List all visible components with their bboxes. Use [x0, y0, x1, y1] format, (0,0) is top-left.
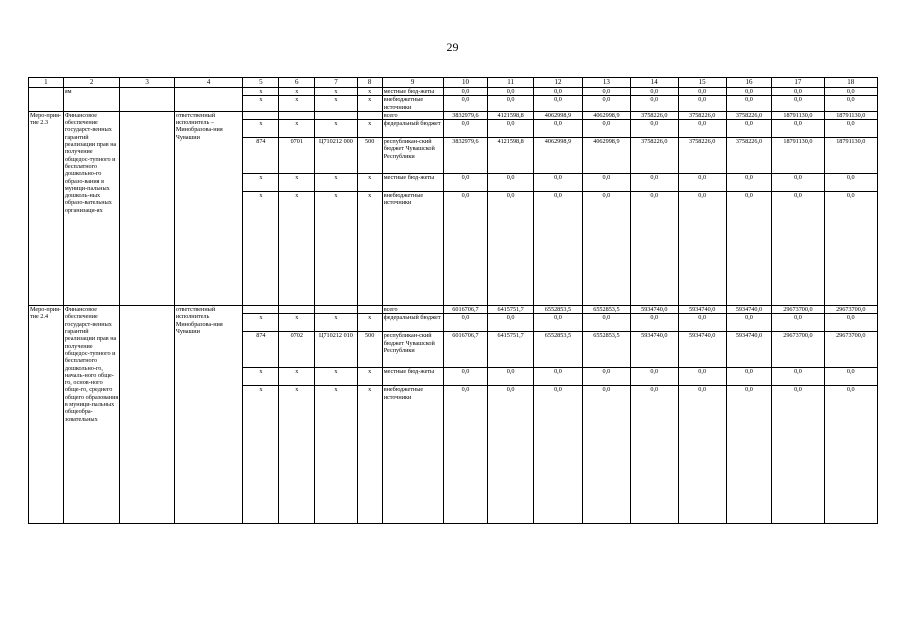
code-cell: 0701 — [279, 138, 315, 174]
responsible-cell — [174, 88, 243, 112]
budget-table — [28, 77, 878, 524]
funding-source: внебюджетные источники — [382, 96, 443, 112]
header-cell: 4 — [174, 78, 243, 88]
value-cell: 0,0 — [488, 386, 534, 524]
header-cell: 15 — [678, 78, 726, 88]
code-cell: х — [357, 368, 382, 386]
responsible-cell: ответственный исполнитель Минобразова-ния Чувашии — [174, 306, 243, 524]
value-cell: 5934740,0 — [678, 332, 726, 368]
value-cell: 5934740,0 — [630, 332, 678, 368]
value-cell: 4121598,8 — [488, 138, 534, 174]
value-cell: 0,0 — [533, 192, 582, 306]
page-number: 29 — [446, 40, 459, 54]
value-cell: 5934740,0 — [678, 306, 726, 314]
header-cell: 8 — [357, 78, 382, 88]
value-cell: 0,0 — [488, 96, 534, 112]
value-cell: 3758226,0 — [678, 138, 726, 174]
value-cell: 0,0 — [824, 96, 877, 112]
value-cell: 0,0 — [726, 88, 772, 96]
header-cell: 5 — [243, 78, 279, 88]
value-cell: 0,0 — [582, 174, 630, 192]
code-cell: х — [279, 386, 315, 524]
value-cell: 6552853,5 — [533, 306, 582, 314]
value-cell: 4121598,8 — [488, 111, 534, 119]
value-cell: 0,0 — [582, 96, 630, 112]
header-cell: 9 — [382, 78, 443, 88]
code-cell: х — [243, 88, 279, 96]
value-cell: 0,0 — [533, 88, 582, 96]
value-cell: 0,0 — [443, 96, 488, 112]
value-cell: 0,0 — [726, 314, 772, 332]
value-cell: 4062998,9 — [582, 138, 630, 174]
value-cell: 0,0 — [488, 174, 534, 192]
code-cell: х — [243, 192, 279, 306]
code-cell: х — [279, 368, 315, 386]
code-cell: х — [243, 174, 279, 192]
value-cell: 0,0 — [488, 314, 534, 332]
code-cell: х — [243, 368, 279, 386]
code-cell: 874 — [243, 138, 279, 174]
code-cell: х — [315, 368, 357, 386]
code-cell: х — [315, 192, 357, 306]
header-row — [29, 78, 878, 88]
value-cell: 0,0 — [582, 120, 630, 138]
funding-source: всего — [382, 111, 443, 119]
value-cell: 0,0 — [533, 96, 582, 112]
header-cell: 13 — [582, 78, 630, 88]
value-cell: 0,0 — [772, 96, 824, 112]
value-cell: 0,0 — [443, 88, 488, 96]
value-cell: 0,0 — [630, 88, 678, 96]
code-cell: х — [243, 120, 279, 138]
code-cell — [279, 306, 315, 314]
code-cell: х — [243, 386, 279, 524]
value-cell: 0,0 — [824, 368, 877, 386]
value-cell: 6552853,5 — [582, 306, 630, 314]
value-cell: 0,0 — [726, 174, 772, 192]
table-row — [29, 111, 878, 119]
code-cell: 0702 — [279, 332, 315, 368]
value-cell: 3758226,0 — [630, 111, 678, 119]
code-cell: х — [243, 96, 279, 112]
code-cell: х — [357, 314, 382, 332]
value-cell: 0,0 — [443, 174, 488, 192]
event-label: Меро-прия-тие 2.3 — [29, 111, 64, 305]
value-cell: 3832979,6 — [443, 138, 488, 174]
value-cell: 0,0 — [824, 88, 877, 96]
code-cell — [243, 306, 279, 314]
col3-cell — [120, 88, 174, 112]
value-cell: 0,0 — [488, 88, 534, 96]
value-cell: 0,0 — [726, 96, 772, 112]
code-cell: Ц710212 010 — [315, 332, 357, 368]
code-cell — [315, 306, 357, 314]
value-cell: 0,0 — [678, 314, 726, 332]
value-cell: 3758226,0 — [726, 138, 772, 174]
code-cell: х — [315, 96, 357, 112]
header-cell: 2 — [63, 78, 120, 88]
value-cell: 0,0 — [772, 174, 824, 192]
value-cell: 0,0 — [726, 120, 772, 138]
value-cell: 29673700,0 — [824, 332, 877, 368]
value-cell: 3758226,0 — [726, 111, 772, 119]
value-cell: 4062998,9 — [582, 111, 630, 119]
value-cell: 0,0 — [772, 88, 824, 96]
funding-source: республикан-ский бюджет Чувашской Республики — [382, 332, 443, 368]
col3-cell — [120, 111, 174, 305]
value-cell: 6552853,5 — [533, 332, 582, 368]
value-cell: 0,0 — [678, 386, 726, 524]
value-cell: 0,0 — [772, 192, 824, 306]
value-cell: 0,0 — [630, 96, 678, 112]
value-cell: 0,0 — [488, 192, 534, 306]
header-cell: 6 — [279, 78, 315, 88]
value-cell: 6016706,7 — [443, 332, 488, 368]
value-cell: 0,0 — [533, 174, 582, 192]
col3-cell — [120, 306, 174, 524]
code-cell — [243, 111, 279, 119]
value-cell: 6552853,5 — [582, 332, 630, 368]
value-cell: 0,0 — [443, 120, 488, 138]
value-cell: 29673700,0 — [824, 306, 877, 314]
funding-source: федеральный бюджет — [382, 314, 443, 332]
funding-source: всего — [382, 306, 443, 314]
value-cell: 0,0 — [726, 386, 772, 524]
funding-source: внебюджетные источники — [382, 192, 443, 306]
code-cell: х — [279, 174, 315, 192]
code-cell: 500 — [357, 332, 382, 368]
value-cell: 0,0 — [630, 368, 678, 386]
value-cell: 3758226,0 — [678, 111, 726, 119]
funding-source: федеральный бюджет — [382, 120, 443, 138]
event-title: Финансовое обеспечение государст-венных гарантий реализации прав на получение общедос-тупного и бесплатного дошкольно-го образо-вания в муници-пальных дошколь-ных образо-вательных организаци-ях — [63, 111, 120, 305]
value-cell: 0,0 — [678, 368, 726, 386]
value-cell: 0,0 — [630, 386, 678, 524]
value-cell: 29673700,0 — [772, 306, 824, 314]
code-cell: х — [279, 192, 315, 306]
value-cell: 6016706,7 — [443, 306, 488, 314]
value-cell: 18791130,0 — [824, 111, 877, 119]
value-cell: 0,0 — [582, 368, 630, 386]
header-cell: 12 — [533, 78, 582, 88]
code-cell: х — [279, 314, 315, 332]
table-row — [29, 306, 878, 314]
value-cell: 18791130,0 — [772, 138, 824, 174]
code-cell: х — [279, 88, 315, 96]
value-cell: 0,0 — [582, 314, 630, 332]
funding-source: местные бюд-жеты — [382, 368, 443, 386]
value-cell: 18791130,0 — [824, 138, 877, 174]
code-cell: х — [315, 386, 357, 524]
code-cell — [357, 111, 382, 119]
code-cell: х — [315, 120, 357, 138]
code-cell: х — [243, 314, 279, 332]
value-cell: 4062998,9 — [533, 111, 582, 119]
code-cell: х — [357, 386, 382, 524]
code-cell — [279, 111, 315, 119]
table-row — [29, 88, 878, 96]
code-cell: 874 — [243, 332, 279, 368]
funding-source: республикан-ский бюджет Чувашской Республики — [382, 138, 443, 174]
event-title: ям — [63, 88, 120, 112]
value-cell: 5934740,0 — [630, 306, 678, 314]
header-cell: 17 — [772, 78, 824, 88]
value-cell: 0,0 — [443, 192, 488, 306]
code-cell: х — [279, 96, 315, 112]
value-cell: 4062998,9 — [533, 138, 582, 174]
value-cell: 0,0 — [630, 174, 678, 192]
value-cell: 0,0 — [678, 192, 726, 306]
event-title: Финансовое обеспечение государст-венных гарантий реализации прав на получение общедос-тупного и бесплатного дошкольно-го, началь-ного обще-го, основ-ного обще-го, среднего общего образования в муници-пальных общеобра-зовательных — [63, 306, 120, 524]
value-cell: 0,0 — [772, 368, 824, 386]
header-cell: 14 — [630, 78, 678, 88]
value-cell: 0,0 — [533, 368, 582, 386]
value-cell: 0,0 — [824, 314, 877, 332]
value-cell: 0,0 — [582, 88, 630, 96]
value-cell: 0,0 — [772, 386, 824, 524]
value-cell: 0,0 — [443, 368, 488, 386]
code-cell: х — [315, 88, 357, 96]
value-cell: 6415751,7 — [488, 306, 534, 314]
value-cell: 0,0 — [533, 314, 582, 332]
code-cell: х — [357, 192, 382, 306]
value-cell: 0,0 — [443, 314, 488, 332]
value-cell: 0,0 — [630, 314, 678, 332]
value-cell: 0,0 — [772, 120, 824, 138]
value-cell: 0,0 — [678, 96, 726, 112]
value-cell: 5934740,0 — [726, 332, 772, 368]
code-cell: 500 — [357, 138, 382, 174]
value-cell: 18791130,0 — [772, 111, 824, 119]
code-cell: х — [357, 88, 382, 96]
header-cell: 7 — [315, 78, 357, 88]
value-cell: 0,0 — [533, 386, 582, 524]
code-cell: х — [315, 174, 357, 192]
value-cell: 0,0 — [488, 368, 534, 386]
value-cell: 0,0 — [824, 192, 877, 306]
code-cell: х — [279, 120, 315, 138]
code-cell: х — [357, 174, 382, 192]
value-cell: 0,0 — [824, 120, 877, 138]
value-cell: 0,0 — [582, 386, 630, 524]
value-cell: 3832979,6 — [443, 111, 488, 119]
code-cell: х — [357, 96, 382, 112]
header-cell: 11 — [488, 78, 534, 88]
event-label: Меро-прия-тие 2.4 — [29, 306, 64, 524]
header-cell: 16 — [726, 78, 772, 88]
value-cell: 0,0 — [488, 120, 534, 138]
event-label — [29, 88, 64, 112]
header-cell: 18 — [824, 78, 877, 88]
value-cell: 5934740,0 — [726, 306, 772, 314]
value-cell: 0,0 — [726, 192, 772, 306]
value-cell: 0,0 — [582, 192, 630, 306]
value-cell: 0,0 — [772, 314, 824, 332]
value-cell: 0,0 — [678, 120, 726, 138]
funding-source: местные бюд-жеты — [382, 88, 443, 96]
funding-source: местные бюд-жеты — [382, 174, 443, 192]
code-cell: х — [357, 120, 382, 138]
value-cell: 0,0 — [726, 368, 772, 386]
value-cell: 0,0 — [630, 120, 678, 138]
code-cell: х — [315, 314, 357, 332]
code-cell — [315, 111, 357, 119]
header-cell: 10 — [443, 78, 488, 88]
code-cell: Ц710212 000 — [315, 138, 357, 174]
code-cell — [357, 306, 382, 314]
funding-source: внебюджетные источники — [382, 386, 443, 524]
header-cell: 3 — [120, 78, 174, 88]
value-cell: 0,0 — [678, 174, 726, 192]
value-cell: 3758226,0 — [630, 138, 678, 174]
value-cell: 0,0 — [630, 192, 678, 306]
value-cell: 0,0 — [443, 386, 488, 524]
value-cell: 0,0 — [824, 386, 877, 524]
responsible-cell: ответственный исполнитель – Минобразова-ния Чувашии — [174, 111, 243, 305]
value-cell: 0,0 — [824, 174, 877, 192]
value-cell: 29673700,0 — [772, 332, 824, 368]
value-cell: 0,0 — [533, 120, 582, 138]
value-cell: 0,0 — [678, 88, 726, 96]
header-cell: 1 — [29, 78, 64, 88]
value-cell: 6415751,7 — [488, 332, 534, 368]
